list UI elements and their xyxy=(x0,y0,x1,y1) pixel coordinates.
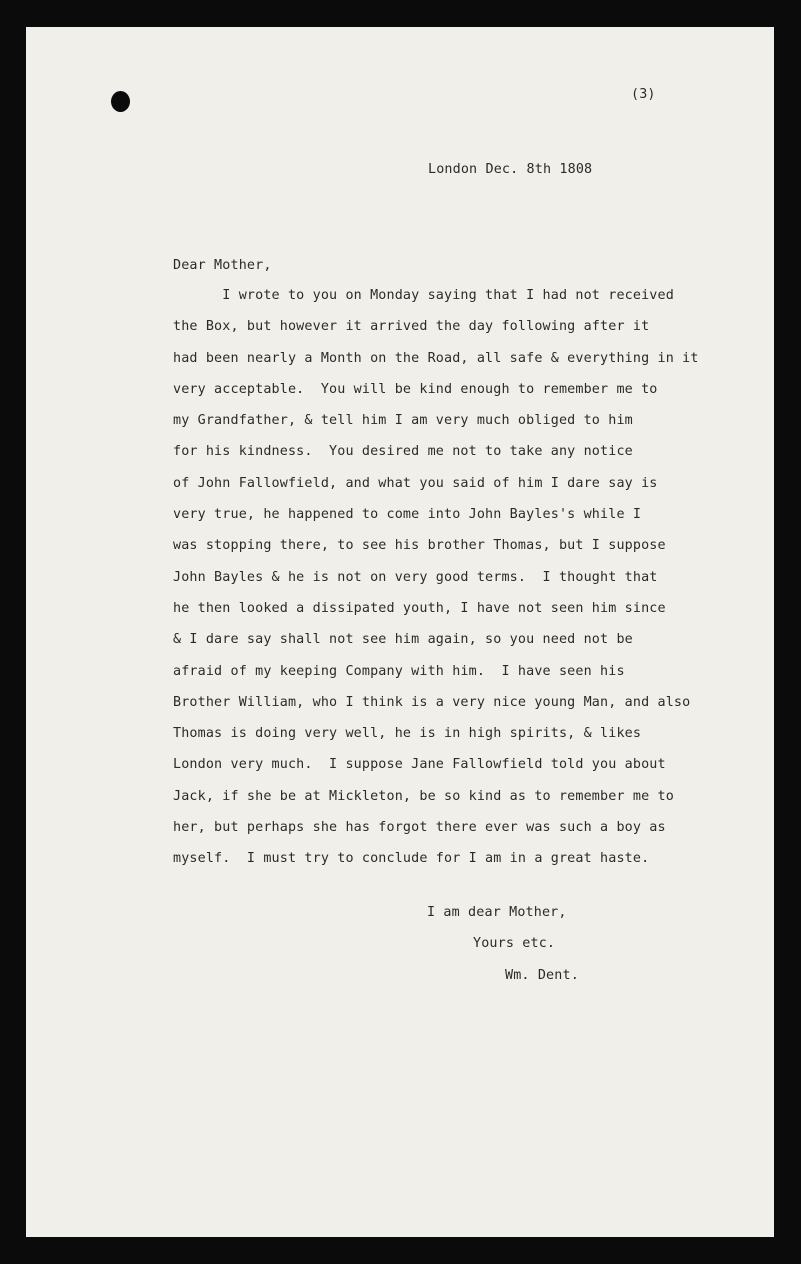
signature: Wm. Dent. xyxy=(505,968,579,983)
body-line: very acceptable. You will be kind enough to remember me to xyxy=(173,381,658,397)
body-line: was stopping there, to see his brother Thomas, but I suppose xyxy=(173,538,666,554)
body-line: very true, he happened to come into John Bayles's while I xyxy=(173,507,642,523)
body-line: & I dare say shall not see him again, so you need not be xyxy=(173,632,633,648)
body-line: London very much. I suppose Jane Fallowfield told you about xyxy=(173,757,666,773)
body-line: my Grandfather, & tell him I am very much obliged to him xyxy=(173,413,633,429)
letter-page xyxy=(26,27,774,1237)
valediction: Yours etc. xyxy=(473,936,556,951)
body-line: for his kindness. You desired me not to take any notice xyxy=(173,444,633,460)
closing-line: I am dear Mother, xyxy=(427,905,567,920)
body-line: had been nearly a Month on the Road, all safe & everything in it xyxy=(173,350,699,366)
salutation: Dear Mother, xyxy=(173,258,272,273)
punch-hole xyxy=(111,91,130,112)
page-number: (3) xyxy=(631,87,656,102)
body-line: of John Fallowfield, and what you said of him I dare say is xyxy=(173,475,658,491)
body-line: myself. I must try to conclude for I am in a great haste. xyxy=(173,851,650,867)
dateline: London Dec. 8th 1808 xyxy=(428,162,593,177)
body-line: I wrote to you on Monday saying that I had not received xyxy=(173,288,674,303)
body-line: the Box, but however it arrived the day following after it xyxy=(173,319,650,335)
body-line: he then looked a dissipated youth, I have not seen him since xyxy=(173,600,666,616)
body-line: Brother William, who I think is a very nice young Man, and also xyxy=(173,694,691,710)
body-line: Thomas is doing very well, he is in high spirits, & likes xyxy=(173,726,642,742)
body-line: Jack, if she be at Mickleton, be so kind as to remember me to xyxy=(173,788,674,804)
body-line: her, but perhaps she has forgot there ever was such a boy as xyxy=(173,820,666,836)
letter-body xyxy=(173,288,699,883)
body-line: afraid of my keeping Company with him. I have seen his xyxy=(173,663,625,679)
body-line: John Bayles & he is not on very good terms. I thought that xyxy=(173,569,658,585)
